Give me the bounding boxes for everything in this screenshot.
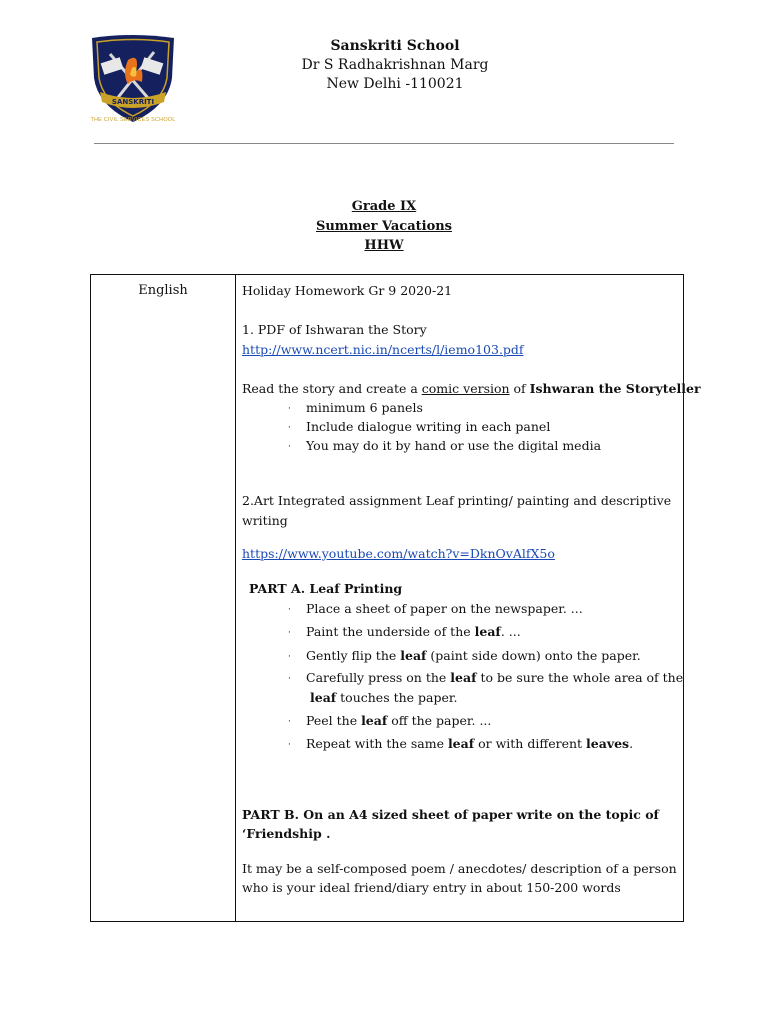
bullet: · xyxy=(288,605,291,615)
bullet: · xyxy=(288,423,291,433)
part-b-title-line1: PART B. On an A4 sized sheet of paper write on the topic of xyxy=(242,807,659,822)
address-line-1: Dr S Radhakrishnan Marg xyxy=(301,57,489,73)
part-a-step-3: Gently flip the leaf (paint side down) onto the paper. xyxy=(306,648,641,663)
hhw-heading: HHW xyxy=(364,238,404,253)
bullet: · xyxy=(288,404,291,414)
part-b-title-line2: ‘Friendship . xyxy=(242,826,331,841)
bullet: · xyxy=(288,674,291,684)
part-a-step-6: Repeat with the same leaf or with different leaves. xyxy=(306,736,634,751)
part-b-desc-line1: It may be a self-composed poem / anecdotes/ description of a person xyxy=(242,861,677,876)
table-row xyxy=(91,275,684,922)
bullet: · xyxy=(288,442,291,452)
school-header xyxy=(280,37,510,94)
read-instruction: Read the story and create a comic version of Ishwaran the Storyteller xyxy=(242,381,701,396)
grade-heading: Grade IX xyxy=(351,199,417,214)
story-bullet-2: Include dialogue writing in each panel xyxy=(306,419,551,434)
part-b-desc-line2: who is your ideal friend/diary entry in about 150-200 words xyxy=(242,880,621,895)
document-heading xyxy=(284,197,484,256)
item2-title-line2: writing xyxy=(242,513,288,528)
part-a-step-4: Carefully press on the leaf to be sure the whole area of the xyxy=(306,670,684,685)
homework-table xyxy=(90,274,701,922)
bullet: · xyxy=(288,628,291,638)
header-divider xyxy=(94,143,674,144)
item1-title: 1. PDF of Ishwaran the Story xyxy=(242,322,427,337)
bullet: · xyxy=(288,717,291,727)
bullet: · xyxy=(288,652,291,662)
homework-title: Holiday Homework Gr 9 2020-21 xyxy=(242,283,453,298)
homework-cell xyxy=(236,275,701,922)
logo-caption: THE CIVIL SERVICES SCHOOL xyxy=(90,117,176,123)
subject-cell: English xyxy=(91,275,236,922)
part-a-step-4-cont: leaf touches the paper. xyxy=(310,690,458,705)
part-a-step-1: Place a sheet of paper on the newspaper. ... xyxy=(306,601,583,616)
svg-text:SANSKRITI: SANSKRITI xyxy=(111,98,155,106)
story-bullet-1: minimum 6 panels xyxy=(306,400,423,415)
part-a-step-5: Peel the leaf off the paper. ... xyxy=(306,713,492,728)
term-heading: Summer Vacations xyxy=(315,218,453,234)
bullet: · xyxy=(288,740,291,750)
ncert-pdf-link[interactable]: http://www.ncert.nic.in/ncerts/l/iemo103.pdf xyxy=(242,342,524,357)
youtube-link[interactable]: https://www.youtube.com/watch?v=DknOvAlfX5o xyxy=(242,546,555,561)
part-a-step-2: Paint the underside of the leaf. ... xyxy=(306,624,521,639)
school-logo xyxy=(88,34,178,126)
item2-title-line1: 2.Art Integrated assignment Leaf printing/ painting and descriptive xyxy=(242,493,672,508)
school-name: Sanskriti School xyxy=(330,38,460,54)
story-bullet-3: You may do it by hand or use the digital media xyxy=(306,438,602,453)
part-a-title: PART A. Leaf Printing xyxy=(249,581,403,596)
address-line-2: New Delhi -110021 xyxy=(326,76,464,92)
